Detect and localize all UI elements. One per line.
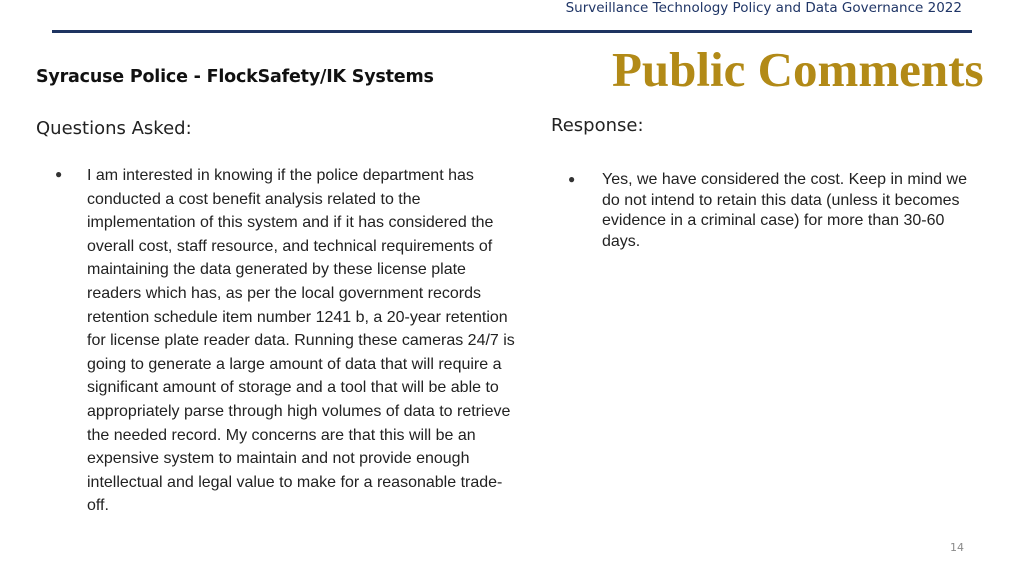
- organization-title: Syracuse Police - FlockSafety/IK Systems: [36, 67, 434, 87]
- questions-heading: Questions Asked:: [36, 118, 192, 139]
- page-number: 14: [950, 541, 964, 554]
- slide-title: Public Comments: [612, 42, 984, 97]
- question-text: I am interested in knowing if the police department has conducted a cost benefit analysis related to the implementation of this system and if it has considered the overall cost, staff resource, and technical requirements of maintaining the data generated by these license plate readers which has, as per the local government records retention schedule item number 1241 b, a 20-year retention for license plate reader data. Running these cameras 24/7 is going to generate a large amount of data that will require a significant amount of storage and a tool that will be able to appropriately parse through high volumes of data to retrieve the needed record. My concerns are that this will be an expensive system to maintain and not provide enough intellectual and legal value to make for a reasonable trade-off.: [87, 167, 515, 515]
- response-heading: Response:: [551, 115, 644, 136]
- header-title: Surveillance Technology Policy and Data Governance 2022: [565, 0, 962, 16]
- response-bullet-icon: ●: [568, 172, 576, 186]
- response-text: Yes, we have considered the cost. Keep in mind we do not intend to retain this data (unless it becomes evidence in a criminal case) for more than 30-60 days.: [602, 171, 967, 250]
- question-bullet-icon: ●: [55, 167, 63, 181]
- header-divider: [52, 30, 972, 33]
